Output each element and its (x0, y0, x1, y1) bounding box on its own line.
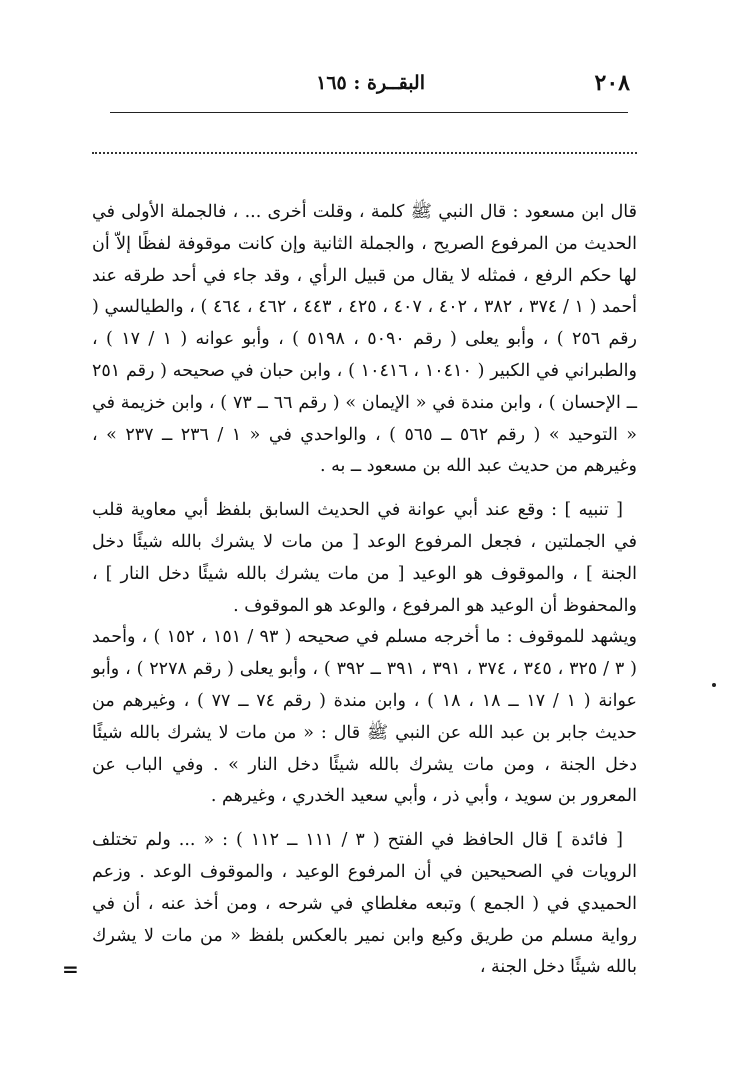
paragraph-main: قال ابن مسعود : قال النبي ﷺ كلمة ، وقلت أخرى ... ، فالجملة الأولى في الحديث من المرفوع الصريح ، والجملة الثانية وإن كانت موقوفة لفظًا إلاّ أن لها حكم الرفع ، فمثله لا يقال من قبيل الرأي ، وقد جاء في أحد طرقه عند أحمد ( ١ / ٣٧٤ ، ٣٨٢ ، ٤٠٢ ، ٤٠٧ ، ٤٢٥ ، ٤٤٣ ، ٤٦٢ ، ٤٦٤ ) ، والطيالسي ( رقم ٢٥٦ ) ، وأبو يعلى ( رقم ٥٠٩٠ ، ٥١٩٨ ) ، وأبو عوانه ( ١ / ١٧ ) ، والطبراني في الكبير ( ١٠٤١٠ ، ١٠٤١٦ ) ، وابن حبان في صحيحه ( رقم ٢٥١ ــ الإحسان ) ، وابن مندة في « الإيمان » ( رقم ٦٦ ــ ٧٣ ) ، وابن خزيمة في « التوحيد » ( رقم ٥٦٢ ــ ٥٦٥ ) ، والواحدي في « ١ / ٢٣٦ ــ ٢٣٧ » ، وغيرهم من حديث عبد الله بن مسعود ــ به . (92, 202, 638, 477)
header-rule (110, 112, 628, 113)
footnote-text (92, 197, 637, 984)
margin-dot (712, 683, 716, 687)
paragraph-witness: ويشهد للموقوف : ما أخرجه مسلم في صحيحه ( ٩٣ / ١٥١ ، ١٥٢ ) ، وأحمد ( ٣ / ٣٢٥ ، ٣٤٥ ، ٣٧٤ ، ٣٩١ ، ٣٩١ ــ ٣٩٢ ) ، وأبو يعلى ( رقم ٢٢٧٨ ) ، وأبو عوانة ( ١ / ١٧ ــ ١٨ ، ١٨ ) ، وابن مندة ( رقم ٧٤ ــ ٧٧ ) ، وغيرهم من حديث جابر بن عبد الله عن النبي ﷺ قال : « من مات لا يشرك بالله شيئًا دخل الجنة ، ومن مات يشرك بالله شيئًا دخل النار » . وفي الباب عن المعرور بن سويد ، وأبي ذر ، وأبي سعيد الخدري ، وغيرهم . (92, 627, 638, 807)
continuation-mark: = (62, 957, 79, 981)
page-header (110, 70, 630, 110)
paragraph-note: [ تنبيه ] : وقع عند أبي عوانة في الحديث السابق بلفظ أبي معاوية قلب في الجملتين ، فجعل المرفوع الوعد [ من مات لا يشرك بالله شيئًا دخل الجنة ] ، والموقوف هو الوعيد [ من مات يشرك بالله شيئًا دخل النار ] ، والمحفوظ أن الوعيد هو المرفوع ، والوعد هو الموقوف . (92, 500, 637, 616)
dotted-separator (92, 152, 637, 154)
running-title: البقــرة : ١٦٥ (316, 72, 425, 94)
paragraph-benefit: [ فائدة ] قال الحافظ في الفتح ( ٣ / ١١١ ــ ١١٢ ) : « ... ولم تختلف الرويات في الصحيحين في أن المرفوع الوعيد ، والموقوف الوعد . وزعم الحميدي في ( الجمع ) وتبعه مغلطاي في شرحه ، ومن أخذ عنه ، أن في رواية مسلم من طريق وكيع وابن نمير بالعكس بلفظ « من مات لا يشرك بالله شيئًا دخل الجنة ، (92, 830, 637, 978)
page-number: ٢٠٨ (594, 70, 630, 96)
